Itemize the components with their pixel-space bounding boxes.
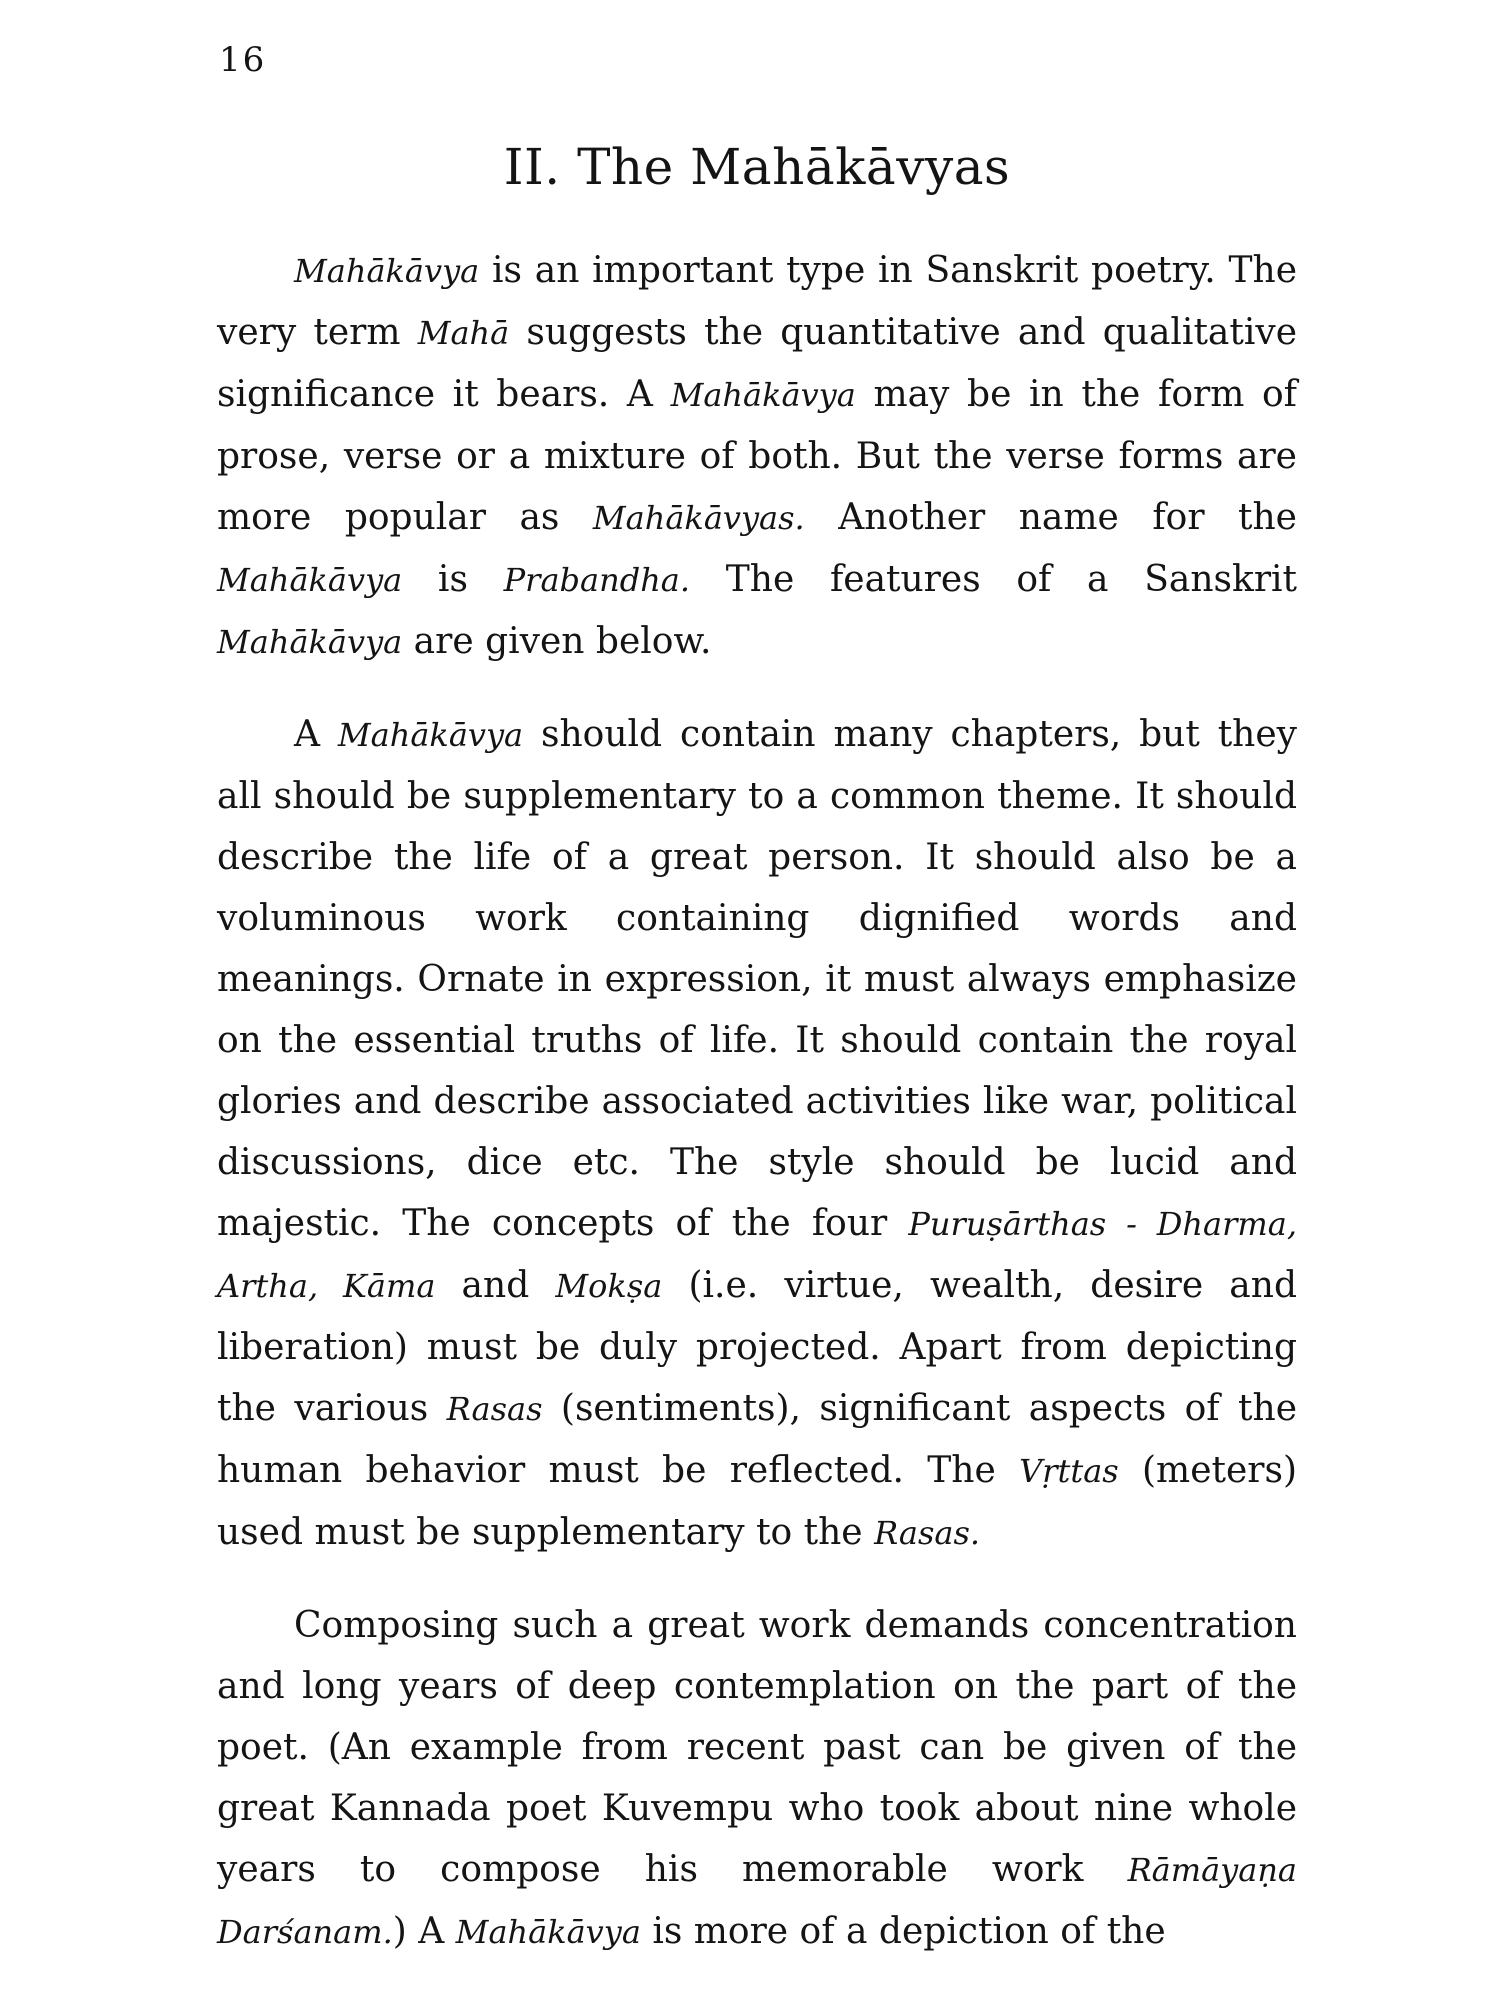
sanskrit-term: Prabandha. bbox=[503, 561, 691, 599]
sanskrit-term: Mokṣa bbox=[555, 1267, 663, 1305]
text-run: are given below. bbox=[402, 621, 712, 662]
text-run: Another name for the bbox=[804, 497, 1297, 538]
sanskrit-term: Mahākāvya bbox=[670, 376, 856, 414]
sanskrit-term: Puruṣārthas - Dharma, Artha, Kāma bbox=[217, 1205, 1297, 1305]
sanskrit-term: Rasas. bbox=[874, 1514, 981, 1552]
text-run: The features of a Sanskrit bbox=[690, 559, 1298, 600]
sanskrit-term: Mahākāvya bbox=[294, 252, 480, 290]
sanskrit-term: Rāmāyaṇa Darśanam. bbox=[217, 1851, 1297, 1951]
sanskrit-term: Mahā bbox=[417, 314, 510, 352]
text-run: (sentiments), significant aspects of the human behavior must be reflected. The bbox=[217, 1388, 1297, 1491]
text-run: (i.e. virtue, wealth, desire and liberation) must be duly projected. Apart from depicting the various bbox=[217, 1265, 1297, 1429]
text-run: ) A bbox=[392, 1911, 456, 1952]
page-number: 16 bbox=[219, 40, 267, 80]
text-run: is bbox=[402, 559, 504, 600]
text-run: Composing such a great work demands concentration and long years of deep contemplation on the part of the poet. (An example from recent past can be given of the great Kannada poet Kuvempu who took about nine whole years to compose his memorable work bbox=[217, 1605, 1297, 1890]
sanskrit-term: Rasas bbox=[446, 1390, 543, 1428]
sanskrit-term: Mahākāvya bbox=[337, 716, 524, 754]
paragraph bbox=[217, 240, 1297, 673]
sanskrit-term: Mahākāvya bbox=[217, 623, 403, 661]
sanskrit-term: Mahākāvya bbox=[217, 561, 403, 599]
text-run: is more of a depiction of the bbox=[640, 1911, 1166, 1952]
paragraph bbox=[217, 704, 1297, 1564]
text-run: suggests the quantitative and qualitative significance it bears. A bbox=[217, 312, 1297, 415]
body-text bbox=[217, 240, 1297, 1963]
text-run: is an important type in Sanskrit poetry. The very term bbox=[217, 250, 1297, 353]
sanskrit-term: Vṛttas bbox=[1019, 1452, 1119, 1490]
text-run: may be in the form of prose, verse or a mixture of both. But the verse forms are more popular as bbox=[217, 374, 1297, 538]
chapter-title: II. The Mahākāvyas bbox=[503, 138, 1011, 196]
paragraph bbox=[217, 1595, 1297, 1963]
text-run: A bbox=[294, 714, 338, 755]
text-run: (meters) used must be supplementary to the bbox=[217, 1450, 1297, 1553]
sanskrit-term: Mahākāvyas. bbox=[592, 499, 805, 537]
sanskrit-term: Mahākāvya bbox=[455, 1913, 641, 1951]
text-run: should contain many chapters, but they all should be supplementary to a common theme. It should describe the life of a great person. It should also be a voluminous work containing dignified words and meanings. Ornate in expression, it must always emphasize on the essential truths of life. It should contain the royal glories and describe associated activities like war, political discussions, dice etc. The style should be lucid and majestic. The concepts of the four bbox=[217, 714, 1297, 1244]
text-run: and bbox=[435, 1265, 556, 1306]
